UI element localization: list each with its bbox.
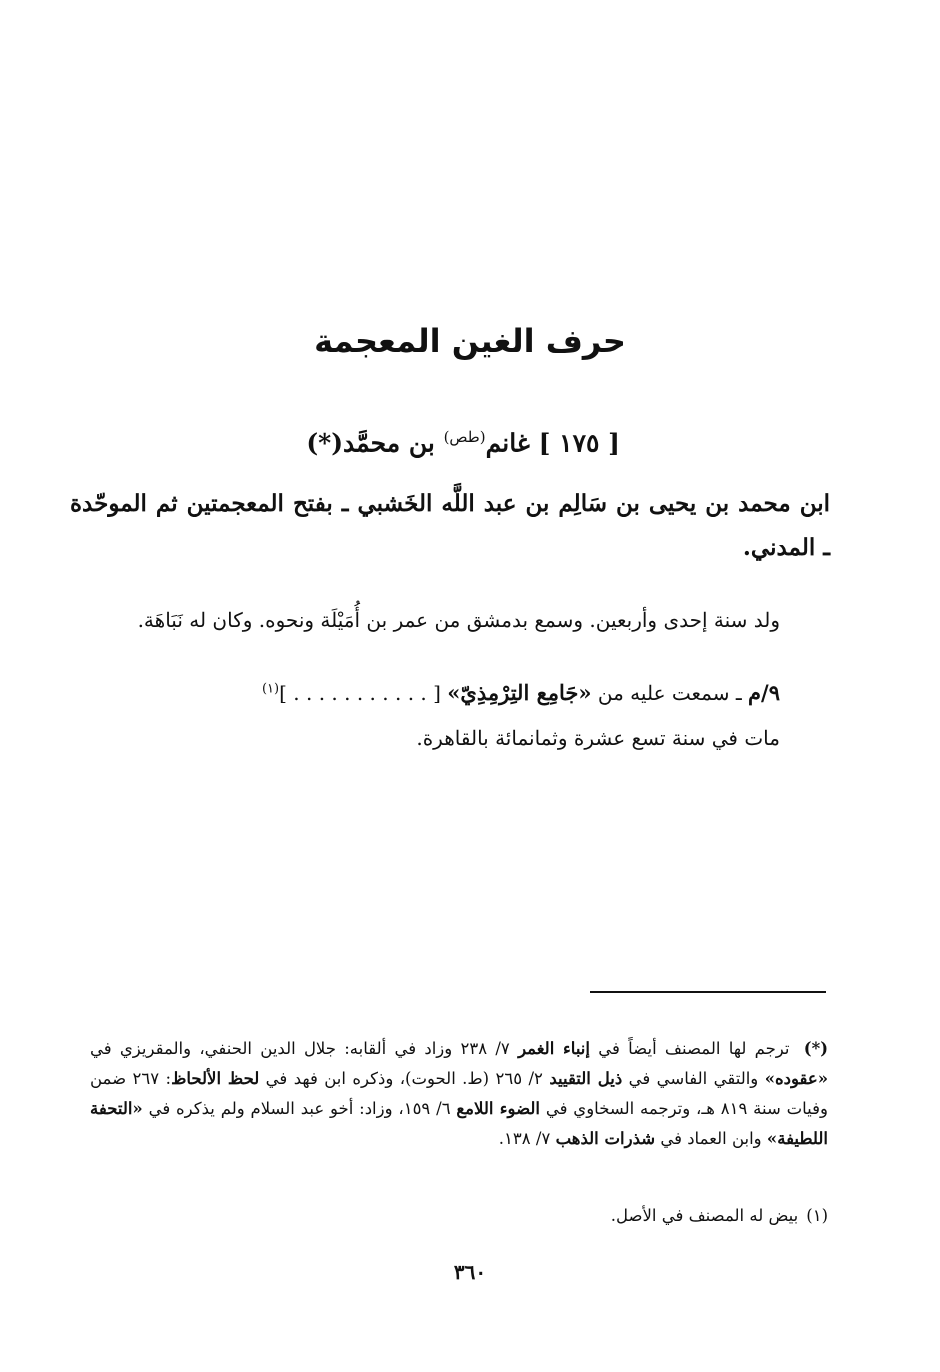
fn-text-3: والتقي الفاسي في: [628, 1069, 759, 1088]
fn-text-2: ٧/ ٢٣٨ وزاد في ألقابه: جلال الدين الحنفي، والمقريزي في: [90, 1039, 510, 1058]
entry-star-marker: (*): [306, 428, 344, 458]
hearing-gap: [ . . . . . . . . . . . ]: [279, 681, 441, 705]
hearing-text: ـ سمعت عليه من: [597, 681, 742, 705]
entry-lineage: ابن محمد بن يحيى بن سَالِم بن عبد اللَّه الخَشبي ـ بفتح المعجمتين ثم الموحّدة ـ المدني.: [70, 490, 830, 561]
fn-text-7: وابن العماد في: [660, 1129, 762, 1148]
fn-source-7: شذرات الذهب: [555, 1129, 656, 1148]
hearing-note-marker: (١): [261, 681, 280, 697]
footnote-one-marker: (١): [806, 1206, 828, 1225]
fn-source-3: ذيل التقييد: [549, 1069, 623, 1088]
entry-name-rest: بن محمَّد: [343, 428, 435, 458]
footnote-one-text: بيض له المصنف في الأصل.: [610, 1206, 799, 1225]
fn-text-8: ٧/ ١٣٨.: [498, 1129, 551, 1148]
hearing-book: «جَامِع التِرْمِذِيّ»: [447, 680, 592, 705]
entry-name-first: غانم: [485, 428, 530, 458]
fn-source-2: «عقوده»: [764, 1069, 829, 1088]
fn-text-5: : ٢٦٧ ضمن وفيات سنة ٨١٩ هـ، وترجمه السخاوي في: [90, 1069, 829, 1118]
entry-sigla: (طص): [443, 428, 486, 446]
fn-text-4: ٢/ ٢٦٥ (ط. الحوت)، وذكره ابن فهد في: [265, 1069, 543, 1088]
entry-heading: [306, 428, 620, 457]
chapter-title: حرف الغين المعجمة: [314, 322, 626, 360]
entry-bio: ولد سنة إحدى وأربعين. وسمع بدمشق من عمر بن أُمَيْلَة ونحوه. وكان له نَبَاهَة.: [137, 608, 780, 632]
fn-source-5: الضوء اللامع: [456, 1099, 540, 1118]
fn-source-6: «التحفة اللطيفة»: [90, 1099, 828, 1148]
page-number: ٣٦٠: [453, 1260, 487, 1284]
footnote-star: [90, 1034, 828, 1154]
entry-number: [ ١٧٥ ]: [538, 428, 620, 458]
fn-text-1: ترجم لها المصنف أيضاً في: [598, 1039, 790, 1058]
fn-source-4: لحظ الألحاظ: [171, 1069, 260, 1088]
footnote-divider: [590, 991, 826, 993]
entry-death: مات في سنة تسع عشرة وثمانمائة بالقاهرة.: [416, 726, 780, 750]
footnote-star-marker: (*): [803, 1039, 829, 1058]
footnote-one: [611, 1206, 828, 1225]
hearing-number: ٩/م: [748, 680, 780, 705]
hearing-line: [262, 680, 780, 705]
fn-source-1: إنباء الغمر: [518, 1039, 590, 1058]
fn-text-6: ٦/ ١٥٩، وزاد: أخو عبد السلام ولم يذكره في: [148, 1099, 451, 1118]
